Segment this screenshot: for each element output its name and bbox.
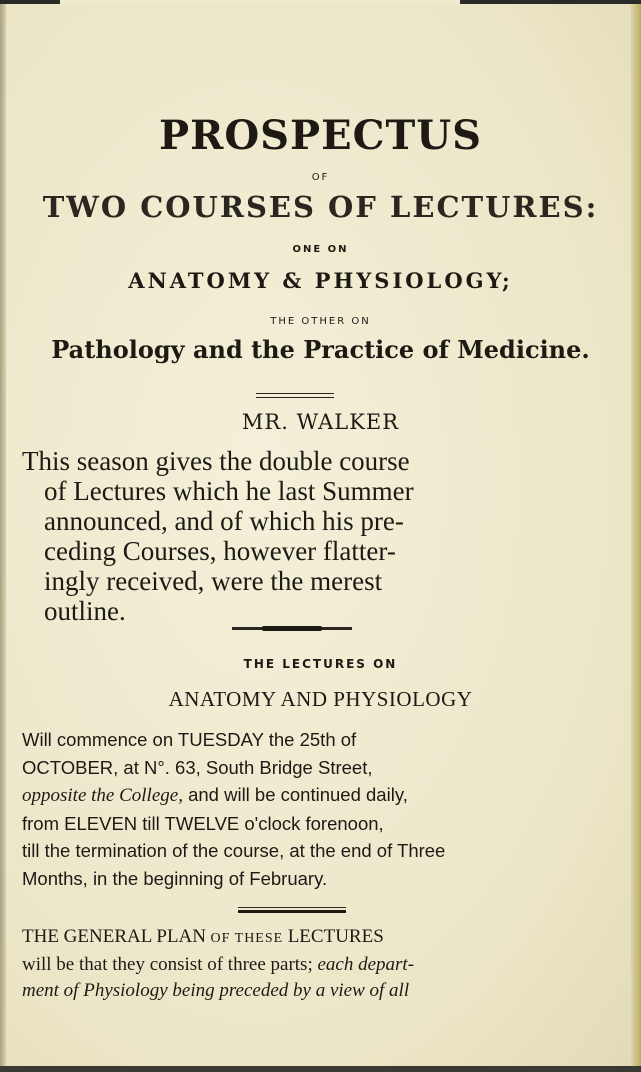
section-label: THE LECTURES ON [243,657,398,671]
one-on-label: ONE ON [292,244,349,255]
intro-paragraph [22,446,482,626]
plan-line: ment of Physiology being preceded by a view of all [22,980,410,1001]
lecturer-name: MR. WALKER [241,410,400,434]
intro-line: ingly received, were the merest [44,566,383,596]
page-right-edge [631,0,641,1072]
of-label: OF [311,172,330,183]
section-heading: ANATOMY AND PHYSIOLOGY [168,687,473,711]
schedule-line: opposite the College, and will be continued daily, [22,784,408,806]
divider-double-top [256,393,334,394]
courses-heading: TWO COURSES OF LECTURES: [42,190,599,224]
schedule-line: till the termination of the course, at the end of Three [22,840,446,861]
plan-paragraph [22,924,492,1004]
page-bottom-edge [0,1066,641,1072]
schedule-line: Months, in the beginning of February. [22,867,328,889]
divider-lower-thin [238,907,346,908]
prospectus-title: PROSPECTUS [159,112,482,159]
plan-line: THE GENERAL PLAN OF THESE LECTURES [22,926,384,947]
intro-line: ceding Courses, however flatter- [44,536,396,566]
intro-line: of Lectures which he last Summer [44,476,414,506]
plan-line: will be that they consist of three parts; each depart- [22,954,415,975]
schedule-paragraph [22,726,492,892]
schedule-line: Will commence on TUESDAY the 25th of [22,729,357,750]
intro-line: announced, and of which his pre- [44,506,404,536]
intro-line: outline. [44,596,126,626]
schedule-italic: opposite the College, [22,785,183,806]
page-left-edge [0,0,6,1072]
schedule-line: OCTOBER, at N°. 63, South Bridge Street, [22,756,373,778]
divider-lower-thick [238,910,346,913]
intro-line: This season gives the double course [22,446,410,476]
schedule-line: from ELEVEN till TWELVE o'clock forenoon, [22,812,384,834]
subject-one-heading: ANATOMY & PHYSIOLOGY; [128,268,513,293]
divider-double-bottom [256,397,334,398]
other-on-label: THE OTHER ON [270,316,371,327]
subject-two-heading: Pathology and the Practice of Medicine. [51,335,590,364]
